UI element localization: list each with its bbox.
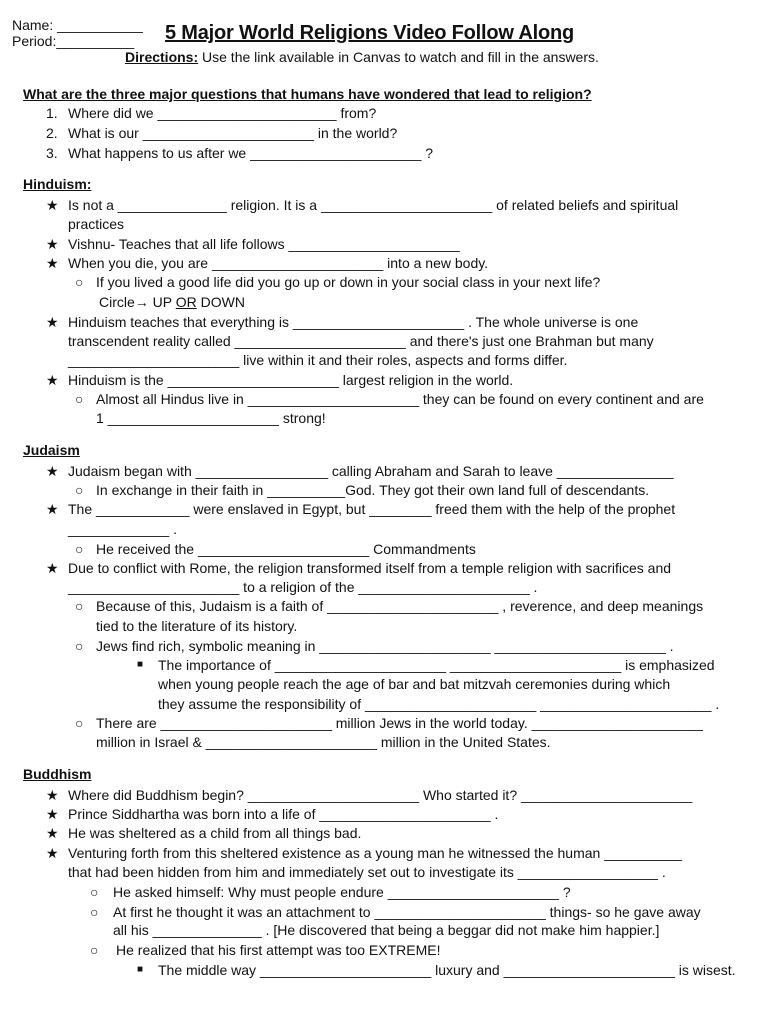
list-item: million in Israel & ______________________ million in the United States. [96, 734, 551, 750]
list-item: At first he thought it was an attachment to ______________________ things- so he gave away [113, 904, 701, 920]
intro-question: What are the three major questions that humans have wondered that lead to religion? [23, 86, 592, 102]
down-text: DOWN [196, 294, 245, 310]
list-item: Because of this, Judaism is a faith of ______________________ , reverence, and deep meanings [96, 598, 704, 614]
circle-bullet: ○ [75, 391, 84, 407]
list-item: Jews find rich, symbolic meaning in ______________________ ______________________ . [96, 638, 674, 654]
star-bullet: ★ [46, 825, 59, 841]
star-bullet: ★ [46, 197, 59, 213]
section-heading-hinduism: Hinduism: [23, 176, 92, 192]
page-title: 5 Major World Religions Video Follow Along [165, 22, 575, 44]
list-item: Where did we _______________________ from? [68, 105, 377, 121]
circle-bullet: ○ [75, 482, 84, 498]
list-item: He was sheltered as a child from all things bad. [68, 825, 362, 841]
circle-bullet: ○ [75, 541, 84, 557]
list-item: He asked himself: Why must people endure ______________________ ? [113, 884, 571, 900]
list-item: ______________________ live within it and their roles, aspects and forms differ. [68, 352, 568, 368]
star-bullet: ★ [46, 236, 59, 252]
list-item: practices [68, 216, 125, 232]
circle-bullet: ○ [90, 904, 99, 920]
list-item: Venturing forth from this sheltered existence as a young man he witnessed the human __________ [68, 845, 683, 861]
square-bullet: ■ [137, 659, 144, 670]
list-item: Vishnu- Teaches that all life follows ______________________ [68, 236, 460, 252]
list-item: ______________________ to a religion of the ______________________ . [68, 579, 538, 595]
circle-bullet: ○ [75, 598, 84, 614]
star-bullet: ★ [46, 501, 59, 517]
name-period-block [12, 17, 143, 49]
directions [125, 49, 599, 65]
circle-bullet: ○ [75, 715, 84, 731]
list-item: Where did Buddhism begin? ______________________ Who started it? ______________________ [68, 787, 693, 803]
star-bullet: ★ [46, 463, 59, 479]
name-field-label: Name: ___________ [12, 17, 143, 33]
directions-text: Use the link available in Canvas to watch and fill in the answers. [198, 49, 599, 65]
circle-bullet: ○ [90, 884, 99, 900]
list-item: If you lived a good life did you go up or down in your social class in your next life? [96, 274, 601, 290]
list-item: He realized that his first attempt was too EXTREME! [116, 942, 441, 958]
list-item: Is not a ______________ religion. It is a ______________________ of related beliefs and spiritual [68, 197, 679, 213]
circle-bullet: ○ [90, 942, 99, 958]
section-heading-buddhism: Buddhism [23, 766, 92, 782]
list-item: Judaism began with _________________ calling Abraham and Sarah to leave _______________ [68, 463, 674, 479]
star-bullet: ★ [46, 255, 59, 271]
circle-bullet: ○ [75, 274, 84, 290]
star-bullet: ★ [46, 787, 59, 803]
section-heading-judaism: Judaism [23, 442, 80, 458]
star-bullet: ★ [46, 314, 59, 330]
list-item: What is our ______________________ in the world? [68, 125, 398, 141]
number-marker: 3. [46, 145, 58, 161]
list-item: He received the ______________________ Commandments [96, 541, 476, 557]
list-item: that had been hidden from him and immediately set out to investigate its __________________ . [68, 864, 666, 880]
directions-label: Directions: [125, 49, 199, 65]
list-item: when young people reach the age of bar and bat mitzvah ceremonies during which [158, 676, 671, 692]
list-item: What happens to us after we ______________________ ? [68, 145, 434, 161]
list-item: The middle way ______________________ luxury and ______________________ is wisest. [158, 962, 736, 978]
number-marker: 1. [46, 105, 58, 121]
list-item: they assume the responsibility of ______________________ ______________________ . [158, 696, 720, 712]
circle-prompt: Circle→ UP [99, 294, 176, 310]
star-bullet: ★ [46, 560, 59, 576]
list-item: transcendent reality called ______________________ and there's just one Brahman but many [68, 333, 654, 349]
period-field-label: Period:__________ [12, 33, 135, 49]
list-item: Almost all Hindus live in ______________________ they can be found on every continent and are [96, 391, 704, 407]
circle-choice [99, 293, 245, 311]
list-item: When you die, you are ______________________ into a new body. [68, 255, 489, 271]
star-bullet: ★ [46, 845, 59, 861]
list-item: Hinduism teaches that everything is ______________________ . The whole universe is one [68, 314, 639, 330]
list-item: In exchange in their faith in __________God. They got their own land full of descendants. [96, 482, 650, 498]
list-item: all his ______________ . [He discovered that being a beggar did not make him happier.] [113, 922, 660, 938]
star-bullet: ★ [46, 806, 59, 822]
list-item: Due to conflict with Rome, the religion transformed itself from a temple religion with sacrifices and [68, 560, 672, 576]
number-marker: 2. [46, 125, 58, 141]
list-item: Hinduism is the ______________________ largest religion in the world. [68, 372, 514, 388]
list-item: Prince Siddhartha was born into a life of ______________________ . [68, 806, 499, 822]
circle-bullet: ○ [75, 638, 84, 654]
list-item: The ____________ were enslaved in Egypt, but ________ freed them with the help of the prophet [68, 501, 676, 517]
list-item: There are ______________________ million Jews in the world today. ______________________ [96, 715, 703, 731]
list-item: tied to the literature of its history. [96, 618, 298, 634]
list-item: The importance of ______________________ ______________________ is emphasized [158, 657, 715, 673]
list-item: _____________ . [68, 521, 177, 537]
or-text: OR [175, 294, 197, 310]
square-bullet: ■ [137, 964, 144, 975]
star-bullet: ★ [46, 372, 59, 388]
list-item: 1 ______________________ strong! [96, 410, 326, 426]
